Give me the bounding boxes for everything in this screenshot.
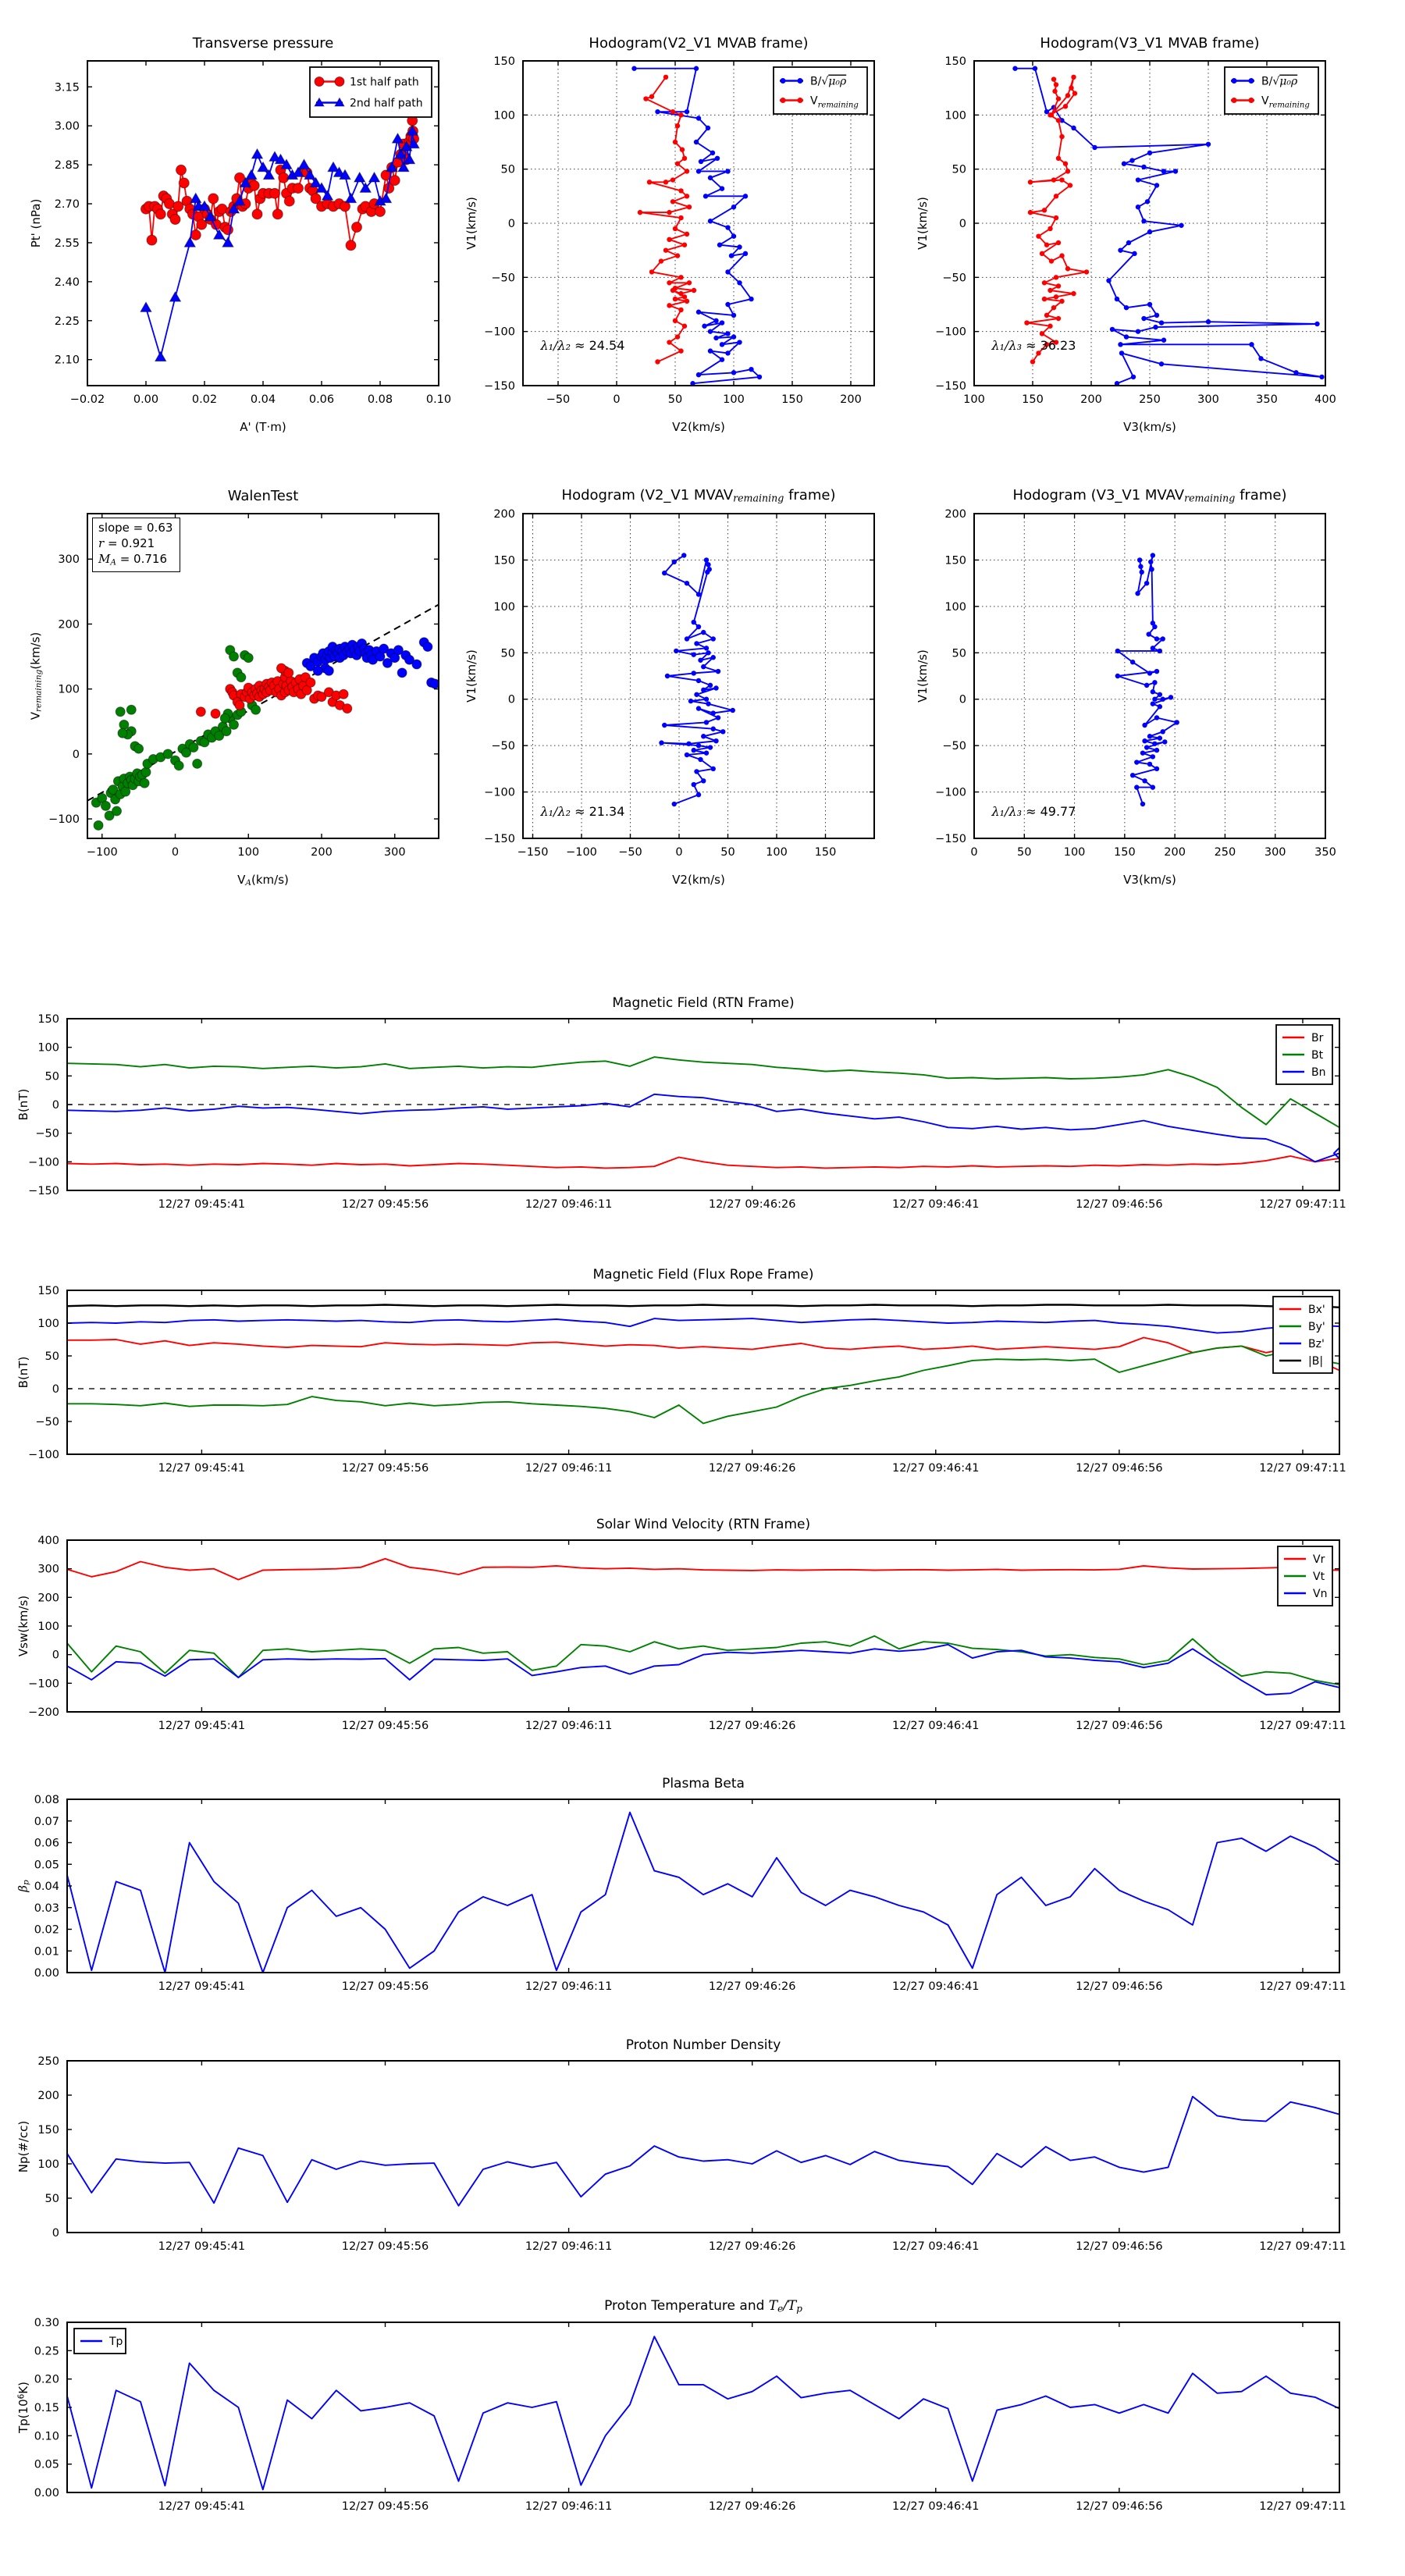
svg-text:200: 200 bbox=[37, 2090, 59, 2102]
svg-text:0.04: 0.04 bbox=[250, 393, 276, 406]
hodogram-v3v1-mvav-title: Hodogram (V3_V1 MVAVremaining frame) bbox=[1012, 487, 1287, 504]
hodogram-v2v1-mvav-plot bbox=[464, 487, 874, 887]
svg-text:12/27 09:45:56: 12/27 09:45:56 bbox=[341, 1462, 429, 1475]
svg-text:−100: −100 bbox=[28, 1678, 59, 1691]
svg-text:100: 100 bbox=[237, 846, 260, 859]
hodogram-v3v1-mvab-ylabel: V1(km/s) bbox=[916, 197, 930, 250]
svg-text:−50: −50 bbox=[491, 272, 515, 285]
magnetic-field-flux-rope-panel bbox=[16, 1267, 1346, 1475]
walen-test-plot bbox=[28, 488, 439, 888]
svg-text:−100: −100 bbox=[566, 846, 597, 859]
svg-text:Vn: Vn bbox=[1313, 1588, 1328, 1600]
svg-text:0.01: 0.01 bbox=[34, 1945, 59, 1959]
svg-text:12/27 09:45:41: 12/27 09:45:41 bbox=[158, 2500, 246, 2513]
walen-r-value: r = 0.921 bbox=[98, 535, 155, 550]
svg-text:Vremaining: $V_{remaining}$ bbox=[810, 94, 859, 110]
svg-text:|B|: |B| bbox=[1308, 1355, 1324, 1368]
svg-text:0.06: 0.06 bbox=[34, 1837, 59, 1850]
svg-text:2.10: 2.10 bbox=[54, 354, 80, 367]
svg-text:12/27 09:46:56: 12/27 09:46:56 bbox=[1076, 1980, 1163, 1993]
svg-text:−150: −150 bbox=[484, 833, 515, 845]
svg-text:12/27 09:46:11: 12/27 09:46:11 bbox=[525, 1198, 613, 1211]
svg-text:100: 100 bbox=[723, 393, 745, 406]
proton-temperature-panel bbox=[16, 2298, 1346, 2513]
plasma-beta-panel bbox=[16, 1776, 1346, 1993]
svg-text:12/27 09:46:41: 12/27 09:46:41 bbox=[892, 1980, 980, 1993]
svg-text:100: 100 bbox=[58, 683, 80, 696]
proton-temperature-canvas bbox=[34, 2317, 1346, 2513]
hodogram-v2v1-mvab-canvas bbox=[484, 55, 874, 406]
svg-text:0: 0 bbox=[171, 846, 180, 859]
solar-wind-velocity-panel bbox=[16, 1517, 1346, 1732]
svg-text:−150: −150 bbox=[28, 1185, 59, 1197]
svg-text:100: 100 bbox=[493, 600, 515, 614]
svg-text:12/27 09:45:41: 12/27 09:45:41 bbox=[158, 2240, 246, 2253]
magnetic-field-rtn-panel bbox=[16, 995, 1346, 1211]
hodogram-v2v1-mvab-xlabel: V2(km/s) bbox=[672, 420, 725, 434]
svg-text:12/27 09:46:11: 12/27 09:46:11 bbox=[525, 1980, 613, 1993]
svg-text:−50: −50 bbox=[546, 393, 571, 406]
svg-text:150: 150 bbox=[944, 55, 966, 68]
proton-number-density-title: Proton Number Density bbox=[625, 2037, 781, 2053]
svg-text:12/27 09:47:11: 12/27 09:47:11 bbox=[1259, 1720, 1346, 1732]
svg-text:Bn: Bn bbox=[1311, 1066, 1326, 1079]
svg-text:By': By' bbox=[1308, 1321, 1325, 1333]
svg-text:0: 0 bbox=[613, 393, 621, 406]
svg-text:12/27 09:47:11: 12/27 09:47:11 bbox=[1259, 1980, 1346, 1993]
svg-text:12/27 09:46:11: 12/27 09:46:11 bbox=[525, 2500, 613, 2513]
svg-text:300: 300 bbox=[1264, 846, 1286, 859]
svg-text:12/27 09:46:26: 12/27 09:46:26 bbox=[708, 1720, 796, 1732]
svg-text:B/√μ₀ρ: B/√μ₀ρ bbox=[1261, 75, 1298, 88]
svg-text:100: 100 bbox=[944, 109, 966, 123]
svg-text:−100: −100 bbox=[484, 786, 515, 799]
svg-text:0.02: 0.02 bbox=[191, 393, 218, 406]
svg-text:0.25: 0.25 bbox=[34, 2345, 59, 2358]
proton-number-density-canvas bbox=[37, 2055, 1346, 2253]
svg-text:−100: −100 bbox=[484, 326, 515, 339]
hodogram-v3v1-mvab-plot bbox=[916, 35, 1336, 434]
transverse-pressure-title: Transverse pressure bbox=[192, 35, 334, 52]
svg-text:B/√μ₀ρ: B/√μ₀ρ bbox=[810, 75, 847, 88]
magnetic-field-rtn-canvas bbox=[28, 1013, 1346, 1211]
svg-text:Vremaining: $V_{remaining}$ bbox=[1261, 94, 1310, 110]
svg-text:100: 100 bbox=[963, 393, 985, 406]
svg-text:12/27 09:46:11: 12/27 09:46:11 bbox=[525, 1720, 613, 1732]
proton-number-density-ylabel: Np(#/cc) bbox=[16, 2120, 30, 2173]
svg-text:0.05: 0.05 bbox=[34, 1859, 59, 1872]
svg-text:−150: −150 bbox=[484, 380, 515, 393]
svg-text:200: 200 bbox=[840, 393, 862, 406]
transverse-pressure-ylabel: Pt' (nPa) bbox=[29, 198, 43, 248]
walen-stats-box bbox=[92, 518, 180, 572]
svg-text:2.85: 2.85 bbox=[54, 159, 80, 173]
svg-text:100: 100 bbox=[766, 846, 788, 859]
svg-text:0: 0 bbox=[52, 1099, 59, 1112]
svg-text:50: 50 bbox=[951, 647, 966, 660]
svg-text:Vr: Vr bbox=[1313, 1553, 1325, 1566]
svg-text:100: 100 bbox=[37, 1041, 59, 1055]
svg-text:100: 100 bbox=[1063, 846, 1086, 859]
svg-text:0.05: 0.05 bbox=[34, 2458, 59, 2471]
svg-text:0.08: 0.08 bbox=[367, 393, 393, 406]
svg-text:−100: −100 bbox=[28, 1156, 59, 1169]
magnetic-field-rtn-title: Magnetic Field (RTN Frame) bbox=[612, 995, 795, 1011]
svg-text:50: 50 bbox=[500, 647, 515, 660]
hodogram-v3v1-mvav-ylabel: V1(km/s) bbox=[916, 649, 930, 703]
svg-text:0: 0 bbox=[970, 846, 978, 859]
svg-text:50: 50 bbox=[44, 2193, 59, 2205]
svg-text:250: 250 bbox=[1214, 846, 1236, 859]
svg-text:0: 0 bbox=[72, 748, 80, 761]
svg-text:0.06: 0.06 bbox=[308, 393, 335, 406]
svg-text:200: 200 bbox=[1080, 393, 1102, 406]
svg-text:Bz': Bz' bbox=[1308, 1338, 1325, 1350]
svg-text:150: 150 bbox=[493, 55, 515, 68]
svg-text:0.02: 0.02 bbox=[34, 1923, 59, 1937]
svg-text:12/27 09:45:56: 12/27 09:45:56 bbox=[341, 1720, 429, 1732]
svg-text:300: 300 bbox=[383, 846, 406, 859]
plasma-beta-canvas bbox=[34, 1794, 1346, 1993]
svg-text:0: 0 bbox=[52, 1383, 59, 1396]
svg-text:200: 200 bbox=[58, 618, 80, 632]
svg-text:200: 200 bbox=[311, 846, 333, 859]
svg-text:−100: −100 bbox=[48, 813, 80, 827]
svg-text:150: 150 bbox=[37, 1013, 59, 1026]
svg-text:λ₁/λ₃ ≈ 49.77: λ₁/λ₃ ≈ 49.77 bbox=[991, 803, 1076, 819]
walen-test-xlabel: VA(km/s) bbox=[237, 873, 289, 888]
hodogram-v2v1-mvab-ylabel: V1(km/s) bbox=[464, 197, 478, 250]
svg-text:0.00: 0.00 bbox=[34, 1967, 59, 1980]
svg-text:12/27 09:45:56: 12/27 09:45:56 bbox=[341, 1198, 429, 1211]
svg-text:−100: −100 bbox=[935, 326, 966, 339]
svg-text:12/27 09:45:41: 12/27 09:45:41 bbox=[158, 1198, 246, 1211]
svg-text:−50: −50 bbox=[35, 1416, 59, 1429]
svg-text:12/27 09:46:41: 12/27 09:46:41 bbox=[892, 2500, 980, 2513]
svg-text:Br: Br bbox=[1311, 1032, 1324, 1044]
svg-text:50: 50 bbox=[44, 1350, 59, 1363]
svg-text:−150: −150 bbox=[935, 380, 966, 393]
svg-text:12/27 09:46:56: 12/27 09:46:56 bbox=[1076, 1720, 1163, 1732]
svg-text:50: 50 bbox=[720, 846, 735, 859]
svg-text:0.15: 0.15 bbox=[34, 2402, 59, 2414]
svg-text:12/27 09:45:56: 12/27 09:45:56 bbox=[341, 2240, 429, 2253]
svg-text:150: 150 bbox=[37, 1285, 59, 1297]
svg-text:12/27 09:46:41: 12/27 09:46:41 bbox=[892, 2240, 980, 2253]
svg-text:12/27 09:46:26: 12/27 09:46:26 bbox=[708, 1198, 796, 1211]
hodogram-v3v1-mvab-canvas bbox=[935, 55, 1336, 406]
magnetic-field-flux-rope-canvas bbox=[28, 1285, 1346, 1475]
svg-text:150: 150 bbox=[944, 554, 966, 568]
walen-ma-value: MA = 0.716 bbox=[98, 551, 167, 568]
svg-text:−50: −50 bbox=[618, 846, 642, 859]
svg-text:12/27 09:45:41: 12/27 09:45:41 bbox=[158, 1980, 246, 1993]
svg-text:12/27 09:47:11: 12/27 09:47:11 bbox=[1259, 1198, 1346, 1211]
svg-text:12/27 09:45:41: 12/27 09:45:41 bbox=[158, 1462, 246, 1475]
hodogram-v3v1-mvav-xlabel: V3(km/s) bbox=[1123, 873, 1176, 887]
svg-text:12/27 09:46:56: 12/27 09:46:56 bbox=[1076, 1198, 1163, 1211]
svg-text:50: 50 bbox=[1017, 846, 1032, 859]
svg-text:0: 0 bbox=[675, 846, 683, 859]
svg-text:150: 150 bbox=[37, 2124, 59, 2137]
svg-text:0.10: 0.10 bbox=[425, 393, 452, 406]
svg-text:300: 300 bbox=[37, 1563, 59, 1576]
svg-text:λ₁/λ₂ ≈ 24.54: λ₁/λ₂ ≈ 24.54 bbox=[540, 338, 625, 354]
walen-test-ylabel: Vremaining(km/s) bbox=[28, 632, 44, 720]
svg-text:0: 0 bbox=[959, 218, 966, 230]
solar-wind-velocity-canvas bbox=[28, 1535, 1346, 1732]
hodogram-v2v1-mvav-canvas bbox=[484, 508, 874, 859]
svg-text:−150: −150 bbox=[935, 833, 966, 845]
svg-text:Bx': Bx' bbox=[1308, 1304, 1325, 1316]
solar-wind-velocity-ylabel: Vsw(km/s) bbox=[16, 1595, 30, 1657]
hodogram-v3v1-mvab-title: Hodogram(V3_V1 MVAB frame) bbox=[1040, 35, 1260, 52]
magnetic-field-rtn-ylabel: B(nT) bbox=[16, 1088, 30, 1121]
svg-text:200: 200 bbox=[944, 508, 966, 521]
svg-text:150: 150 bbox=[814, 846, 837, 859]
svg-text:12/27 09:46:26: 12/27 09:46:26 bbox=[708, 1462, 796, 1475]
svg-text:−200: −200 bbox=[28, 1706, 59, 1719]
svg-text:2.55: 2.55 bbox=[54, 237, 80, 250]
svg-text:12/27 09:46:41: 12/27 09:46:41 bbox=[892, 1462, 980, 1475]
svg-text:0: 0 bbox=[52, 1649, 59, 1662]
svg-text:0.20: 0.20 bbox=[34, 2373, 59, 2386]
hodogram-v2v1-mvav-title: Hodogram (V2_V1 MVAVremaining frame) bbox=[561, 487, 836, 504]
svg-text:2.70: 2.70 bbox=[54, 198, 80, 212]
transverse-pressure-xlabel: A' (T·m) bbox=[240, 420, 286, 434]
solar-wind-velocity-title: Solar Wind Velocity (RTN Frame) bbox=[596, 1517, 811, 1532]
svg-text:12/27 09:47:11: 12/27 09:47:11 bbox=[1259, 1462, 1346, 1475]
svg-text:2.40: 2.40 bbox=[54, 276, 80, 289]
svg-text:12/27 09:45:41: 12/27 09:45:41 bbox=[158, 1720, 246, 1732]
svg-text:0.10: 0.10 bbox=[34, 2430, 59, 2443]
svg-text:0.03: 0.03 bbox=[34, 1902, 59, 1915]
plasma-beta-ylabel: βp bbox=[16, 1880, 31, 1892]
svg-text:0.30: 0.30 bbox=[34, 2317, 59, 2329]
svg-text:Vt: Vt bbox=[1313, 1571, 1325, 1583]
hodogram-v2v1-mvab-plot bbox=[464, 35, 874, 434]
svg-text:Tp: Tp bbox=[109, 2336, 123, 2348]
svg-text:−100: −100 bbox=[935, 786, 966, 799]
svg-text:100: 100 bbox=[37, 2158, 59, 2171]
proton-temperature-title: Proton Temperature and Te/Tp bbox=[604, 2298, 802, 2314]
svg-text:−100: −100 bbox=[86, 846, 118, 859]
svg-text:400: 400 bbox=[37, 1535, 59, 1547]
svg-text:12/27 09:46:11: 12/27 09:46:11 bbox=[525, 1462, 613, 1475]
hodogram-v3v1-mvab-xlabel: V3(km/s) bbox=[1123, 420, 1176, 434]
svg-text:150: 150 bbox=[1022, 393, 1044, 406]
svg-text:50: 50 bbox=[500, 163, 515, 176]
svg-text:−100: −100 bbox=[28, 1449, 59, 1461]
svg-text:0.07: 0.07 bbox=[34, 1815, 59, 1828]
svg-text:12/27 09:46:56: 12/27 09:46:56 bbox=[1076, 2500, 1163, 2513]
svg-text:100: 100 bbox=[493, 109, 515, 123]
hodogram-v2v1-mvab-title: Hodogram(V2_V1 MVAB frame) bbox=[589, 35, 809, 52]
svg-text:200: 200 bbox=[493, 508, 515, 521]
proton-temperature-ylabel: $Tp(10^6K)$ bbox=[16, 2381, 30, 2434]
svg-text:12/27 09:46:41: 12/27 09:46:41 bbox=[892, 1198, 980, 1211]
transverse-pressure-plot bbox=[29, 35, 452, 434]
svg-text:0: 0 bbox=[959, 693, 966, 706]
svg-text:12/27 09:45:56: 12/27 09:45:56 bbox=[341, 1980, 429, 1993]
svg-text:−150: −150 bbox=[517, 846, 549, 859]
svg-text:12/27 09:45:56: 12/27 09:45:56 bbox=[341, 2500, 429, 2513]
svg-text:Bt: Bt bbox=[1311, 1049, 1324, 1062]
svg-text:−50: −50 bbox=[491, 740, 515, 753]
svg-text:3.15: 3.15 bbox=[54, 81, 80, 94]
svg-text:150: 150 bbox=[1114, 846, 1136, 859]
svg-text:12/27 09:47:11: 12/27 09:47:11 bbox=[1259, 2500, 1346, 2513]
svg-text:0.00: 0.00 bbox=[133, 393, 159, 406]
magnetic-field-flux-rope-title: Magnetic Field (Flux Rope Frame) bbox=[592, 1267, 814, 1283]
plasma-beta-title: Plasma Beta bbox=[662, 1776, 745, 1791]
svg-text:12/27 09:46:56: 12/27 09:46:56 bbox=[1076, 1462, 1163, 1475]
walen-test-title: WalenTest bbox=[227, 488, 299, 504]
magnetic-field-flux-rope-ylabel: B(nT) bbox=[16, 1356, 30, 1389]
proton-number-density-panel bbox=[16, 2037, 1346, 2253]
hodogram-v2v1-mvav-ylabel: V1(km/s) bbox=[464, 649, 478, 703]
svg-text:50: 50 bbox=[44, 1070, 59, 1083]
svg-text:350: 350 bbox=[1256, 393, 1278, 406]
svg-text:0.00: 0.00 bbox=[34, 2487, 59, 2500]
svg-text:−50: −50 bbox=[942, 272, 966, 285]
svg-text:0.04: 0.04 bbox=[34, 1880, 59, 1893]
svg-text:200: 200 bbox=[37, 1592, 59, 1605]
svg-text:1st half path: 1st half path bbox=[350, 76, 419, 89]
hodogram-v3v1-mvav-plot bbox=[916, 487, 1336, 887]
svg-text:−50: −50 bbox=[942, 740, 966, 753]
walen-slope-value: slope = 0.63 bbox=[98, 521, 173, 535]
svg-text:250: 250 bbox=[37, 2055, 59, 2068]
svg-text:150: 150 bbox=[493, 554, 515, 568]
hodogram-v2v1-mvav-xlabel: V2(km/s) bbox=[672, 873, 725, 887]
svg-text:400: 400 bbox=[1314, 393, 1336, 406]
transverse-pressure-canvas bbox=[54, 61, 452, 406]
svg-text:12/27 09:46:41: 12/27 09:46:41 bbox=[892, 1720, 980, 1732]
svg-text:100: 100 bbox=[37, 1621, 59, 1633]
svg-text:λ₁/λ₃ ≈ 36.23: λ₁/λ₃ ≈ 36.23 bbox=[991, 338, 1076, 354]
svg-text:300: 300 bbox=[58, 553, 80, 567]
hodogram-v3v1-mvav-canvas bbox=[935, 508, 1336, 859]
svg-text:0: 0 bbox=[52, 2227, 59, 2240]
svg-text:0.08: 0.08 bbox=[34, 1794, 59, 1806]
svg-text:0: 0 bbox=[507, 693, 515, 706]
svg-text:12/27 09:47:11: 12/27 09:47:11 bbox=[1259, 2240, 1346, 2253]
svg-text:100: 100 bbox=[944, 600, 966, 614]
svg-text:300: 300 bbox=[1197, 393, 1219, 406]
svg-text:12/27 09:46:26: 12/27 09:46:26 bbox=[708, 2500, 796, 2513]
svg-text:150: 150 bbox=[781, 393, 803, 406]
svg-text:12/27 09:46:26: 12/27 09:46:26 bbox=[708, 2240, 796, 2253]
svg-text:λ₁/λ₂ ≈ 21.34: λ₁/λ₂ ≈ 21.34 bbox=[540, 803, 625, 819]
svg-text:200: 200 bbox=[1164, 846, 1186, 859]
svg-text:2nd half path: 2nd half path bbox=[350, 97, 423, 110]
svg-text:2.25: 2.25 bbox=[54, 315, 80, 328]
svg-text:350: 350 bbox=[1314, 846, 1336, 859]
svg-text:250: 250 bbox=[1139, 393, 1161, 406]
svg-text:50: 50 bbox=[667, 393, 683, 406]
svg-text:100: 100 bbox=[37, 1318, 59, 1330]
svg-text:−50: −50 bbox=[35, 1127, 59, 1140]
svg-text:12/27 09:46:56: 12/27 09:46:56 bbox=[1076, 2240, 1163, 2253]
svg-text:0: 0 bbox=[507, 218, 515, 230]
svg-text:−0.02: −0.02 bbox=[69, 393, 105, 406]
svg-text:3.00: 3.00 bbox=[54, 120, 80, 133]
svg-text:12/27 09:46:26: 12/27 09:46:26 bbox=[708, 1980, 796, 1993]
svg-text:12/27 09:46:11: 12/27 09:46:11 bbox=[525, 2240, 613, 2253]
svg-text:50: 50 bbox=[951, 163, 966, 176]
